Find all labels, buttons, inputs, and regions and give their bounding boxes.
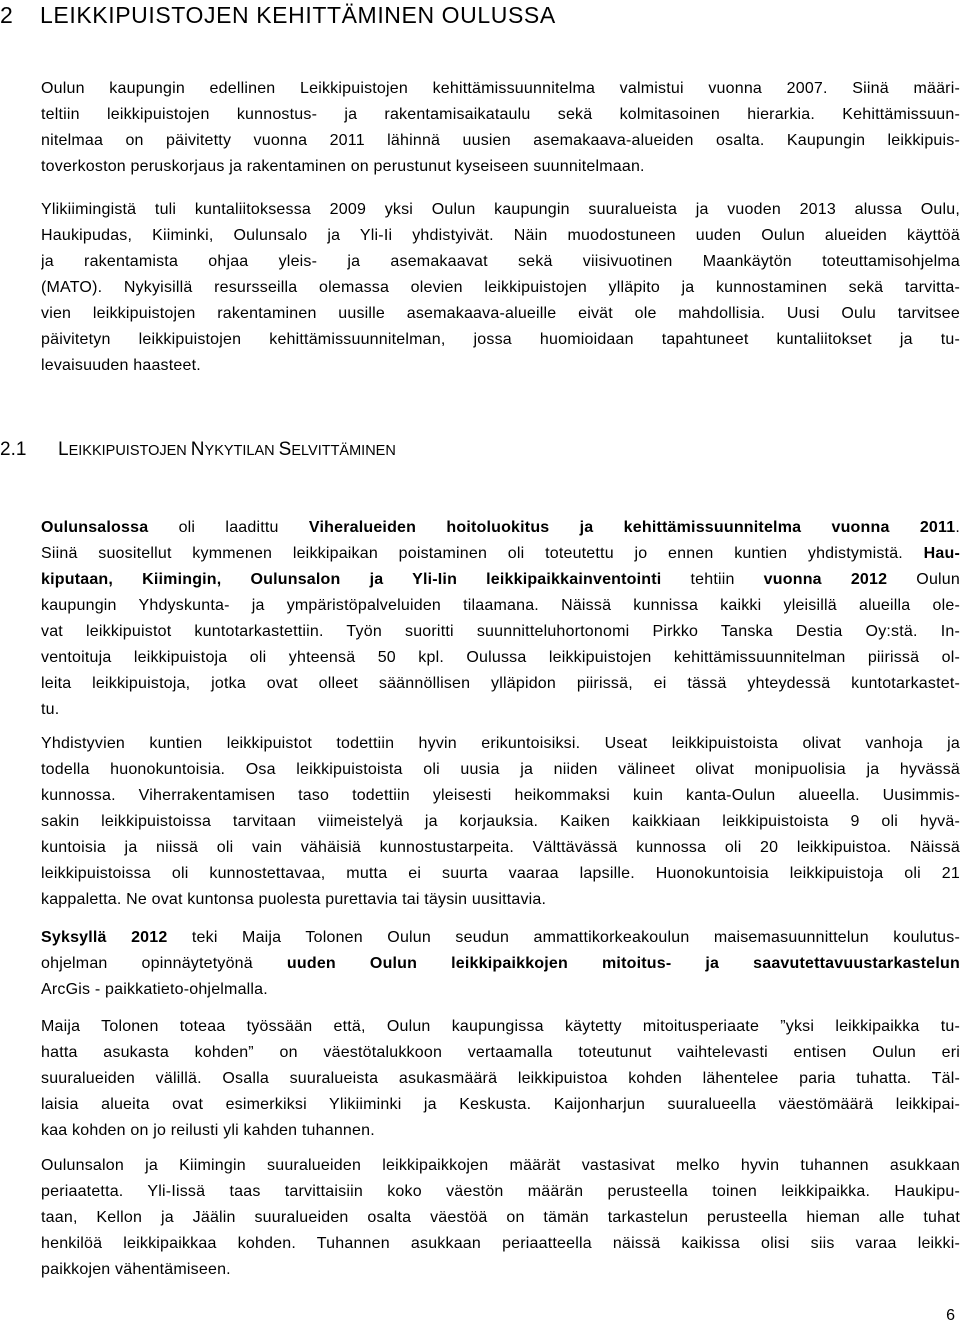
text-line: leita leikkipuistoja, jotka ovat olleet säännöllisen ylläpidon piirissä, ei tässä yhteydessä kuntotarkastet- <box>41 675 960 692</box>
text-line: tu. <box>41 701 60 718</box>
text-run: Siinä suositellut kymmenen leikkipaikan poistaminen oli toteutettu jo ennen kuntien yhdistymistä. <box>41 545 924 562</box>
bold-text: Oulunsalossa <box>41 519 149 536</box>
paragraph-intro <box>41 76 960 180</box>
paragraph-suburbs <box>41 1153 960 1283</box>
bold-text: Viheralueiden hoitoluokitus ja kehittämissuunnitelma vuonna 2011 <box>308 519 956 536</box>
text-run: Oulun <box>887 571 960 588</box>
text-line: taan, Kellon ja Jäälin suuralueiden osalta väestöä on tämän tarkastelun perusteella hieman alle tuhat <box>41 1209 960 1226</box>
text-line: teltiin leikkipuistojen kunnostus- ja rakentamisaikataulu sekä kolmitasoinen hierarkia. Kehittämissuun- <box>41 106 960 123</box>
bold-text: kiputaan, Kiimingin, Oulunsalon ja Yli-Iin leikkipaikkainventointi <box>41 571 662 588</box>
title-part: YKYTILAN <box>204 443 279 459</box>
paragraph-dimensioning <box>41 1014 960 1144</box>
text-line: leikkipuistoissa oli kunnostettavaa, mutta ei suurta vaaraa lapsille. Huonokuntoisia leikkipuistoja oli 21 <box>41 865 960 882</box>
text-line: kunnossa. Viherrakentamisen taso todettiin yleisesti heikommaksi kuin kanta-Oulun alueella. Uusimmis- <box>41 787 960 804</box>
text-line: kaupungin Yhdyskunta- ja ympäristöpalveluiden tilaamana. Näissä kunnissa kaikki yleisillä alueilla ole- <box>41 597 960 614</box>
text-line: Ylikiimingistä tuli kuntaliitoksessa 2009 yksi Oulun kaupungin suuralueista ja vuoden 2013 alussa Oulu, <box>41 201 960 218</box>
text-line: Yhdistyvien kuntien leikkipuistot todettiin hyvin erikuntoisiksi. Useat leikkipuistoista olivat vanhoja ja <box>41 735 960 752</box>
text-line: Haukipudas, Kiiminki, Oulunsalo ja Yli-Ii yhdistyivät. Näin muodostuneen uuden Oulun alueiden käyttöä <box>41 227 960 244</box>
text-line: vien leikkipuistojen rakentaminen uusille asemakaava-alueille eivät ole mahdollisia. Uusi Oulu tarvitsee <box>41 305 960 322</box>
text-line <box>41 925 960 951</box>
bold-text: Syksyllä 2012 <box>41 929 168 946</box>
section-heading <box>0 437 960 464</box>
paragraph-condition <box>41 731 960 913</box>
section-title <box>58 439 396 460</box>
text-line <box>41 567 960 593</box>
text-line: hatta asukasta kohden” on väestötalukkoon vertaamalla toteutunut vaihtelevasti entisen Oulun eri <box>41 1044 960 1061</box>
text-line: ventoituja leikkipuistoja oli yhteensä 50 kpl. Oulussa leikkipuistojen kehittämissuunnitelman piirissä ol- <box>41 649 960 666</box>
text-line: paikkojen vähentämiseen. <box>41 1261 231 1278</box>
text-line: ArcGis - paikkatieto-ohjelmalla. <box>41 981 268 998</box>
text-line <box>41 951 960 977</box>
text-run: . <box>955 519 960 536</box>
page-number: 6 <box>946 1307 955 1324</box>
chapter-number: 2 <box>0 2 14 28</box>
text-run: oli laadittu <box>148 519 309 536</box>
text-line: Oulunsalon ja Kiimingin suuralueiden leikkipaikkojen määrät vastasivat melko hyvin tuhannen asukkaan <box>41 1157 960 1174</box>
text-line: sakin leikkipuistoissa tarvitaan viimeistelyä ja korjauksia. Kaiken kaikkiaan leikkipuistoista 9 oli hyvä- <box>41 813 960 830</box>
text-line: kaa kohden on jo reilusti yli kahden tuhannen. <box>41 1122 375 1139</box>
title-part: ELVITTÄMINEN <box>291 443 396 459</box>
text-line: ja rakentamista ohjaa yleis- ja asemakaavat sekä viisivuotinen Maankäytön toteuttamisohjelma <box>41 253 960 270</box>
paragraph-merger <box>41 197 960 379</box>
text-run: teki Maija Tolonen Oulun seudun ammattikorkeakoulun maisemasuunnittelun koulutus- <box>167 929 960 946</box>
paragraph-inventory <box>41 515 960 723</box>
text-line: kuntoisia ja niissä oli vain vähäisiä kunnostustarpeita. Välttävässä kunnossa oli 20 leikkipuistoa. Näissä <box>41 839 960 856</box>
section-number: 2.1 <box>0 439 27 460</box>
paragraph-thesis <box>41 925 960 1003</box>
text-run: tehtiin <box>661 571 764 588</box>
title-part: S <box>278 439 292 460</box>
text-line: (MATO). Nykyisillä resursseilla olemassa olevien leikkipuistojen ylläpito ja kunnostaminen sekä tarvitta- <box>41 279 960 296</box>
text-line: henkilöä leikkipaikkaa kohden. Tuhannen asukkaan periaatteella näissä kaikissa olisi siis varaa leikki- <box>41 1235 960 1252</box>
text-run: ohjelman opinnäytetyönä <box>41 955 287 972</box>
title-part: L <box>58 439 69 460</box>
text-line: periaatetta. Yli-Iissä taas tarvittaisiin koko väestön määrän perusteella toinen leikkipaikka. Haukipu- <box>41 1183 960 1200</box>
bold-text: vuonna 2012 <box>763 571 888 588</box>
chapter-title: LEIKKIPUISTOJEN KEHITTÄMINEN OULUSSA <box>40 2 556 28</box>
text-line: toverkoston peruskorjaus ja rakentaminen on perustunut kyseiseen suunnitelmaan. <box>41 158 645 175</box>
text-line: vat leikkipuistot kuntotarkastettiin. Työn suoritti suunnitteluhortonomi Pirkko Tanska Destia Oy:stä. In- <box>41 623 960 640</box>
text-line: Oulun kaupungin edellinen Leikkipuistojen kehittämissuunnitelma valmistui vuonna 2007. Siinä määri- <box>41 80 960 97</box>
text-line: nitelmaa on päivitetty vuonna 2011 lähinnä uusien asemakaava-alueiden osalta. Kaupungin leikkipuis- <box>41 132 960 149</box>
bold-text: uuden Oulun leikkipaikkojen mitoitus- ja saavutettavuustarkastelun <box>286 955 960 972</box>
bold-text: Hau- <box>923 545 960 562</box>
text-line: kappaletta. Ne ovat kuntonsa puolesta purettavia tai täysin uusittavia. <box>41 891 547 908</box>
text-line: laisia alueita ovat esimerkiksi Ylikiiminki ja Keskusta. Kaijonharjun suuralueella väestömäärä leikkipai- <box>41 1096 960 1113</box>
text-line: suuralueiden välillä. Osalla suuralueista asukasmäärä leikkipuistoa kohden lähentelee paria tuhatta. Täl- <box>41 1070 960 1087</box>
chapter-heading <box>0 0 960 30</box>
text-line <box>41 515 960 541</box>
title-part: N <box>190 439 205 460</box>
text-line: Maija Tolonen toteaa työssään että, Oulun kaupungissa käytetty mitoitusperiaate ”yksi leikkipaikka tu- <box>41 1018 960 1035</box>
text-line: levaisuuden haasteet. <box>41 357 201 374</box>
text-line: todella huonokuntoisia. Osa leikkipuistoista oli uusia ja niiden välineet olivat monipuolisia ja hyvässä <box>41 761 960 778</box>
title-part: EIKKIPUISTOJEN <box>68 443 191 459</box>
text-line <box>41 541 960 567</box>
text-line: päivitetyn leikkipuistojen kehittämissuunnitelman, jossa huomioidaan tapahtuneet kuntaliitokset ja tu- <box>41 331 960 348</box>
